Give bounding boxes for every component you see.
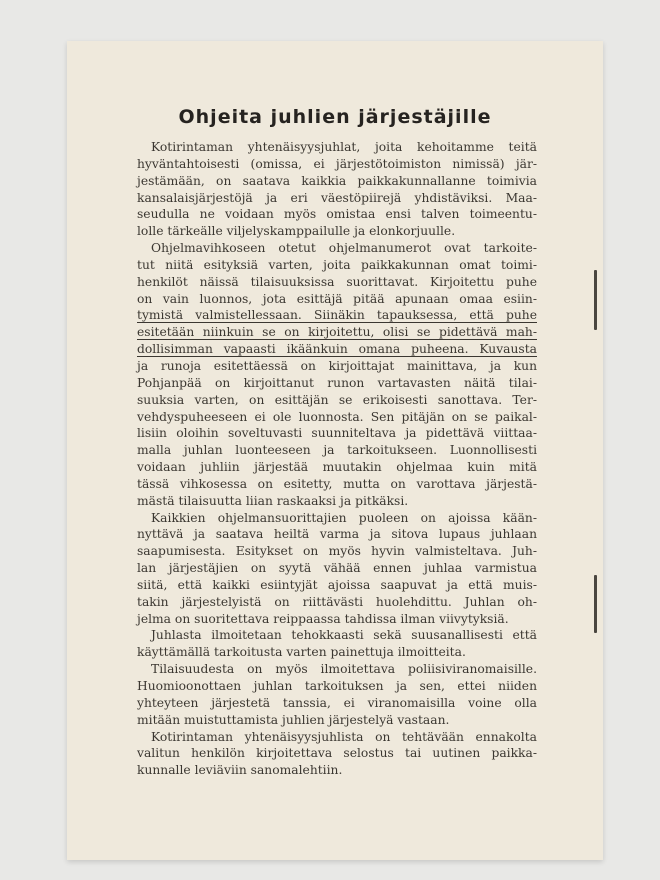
- text-line: on vain luonnos, jota esittäjä pitää apunaan omaa esiin-: [137, 291, 537, 306]
- text-line: käyttämällä tarkoitusta varten painettuja ilmoitteita.: [137, 645, 466, 660]
- paragraph: [137, 240, 537, 510]
- text-line: Tilaisuudesta on myös ilmoitettava poliisiviranomaisille.: [151, 662, 537, 677]
- text-line: Juhlasta ilmoitetaan tehokkaasti sekä suusanallisesti että: [151, 628, 537, 643]
- paragraph: [137, 139, 537, 240]
- text-line: takin järjestelyistä on riittävästi huolehdittu. Juhlan oh-: [137, 594, 537, 609]
- text-line: Huomioonottaen juhlan tarkoituksen ja sen, ettei niiden: [137, 679, 537, 693]
- text-line: valitun henkilön kirjoitettava selostus tai uutinen paikka-: [137, 746, 537, 761]
- text-line: hyväntahtoisesti (omissa, ei järjestötoimiston nimissä) jär-: [137, 156, 537, 171]
- text-line: Kotirintaman yhtenäisyysjuhlista on tehtävään ennakolta: [151, 729, 537, 744]
- paragraph: [137, 627, 537, 661]
- text-line: Kaikkien ohjelmansuorittajien puoleen on ajoissa kään-: [151, 510, 537, 525]
- text-line: kunnalle leviäviin sanomalehtiin.: [137, 763, 343, 778]
- text-line: saapumisesta. Esitykset on myös hyvin valmisteltava. Juh-: [137, 544, 537, 559]
- text-line: lan järjestäjien on syytä vähää ennen juhlaa varmistua: [137, 561, 537, 576]
- text-line: tut niitä esityksiä varten, joita paikkakunnan omat toimi-: [137, 257, 537, 272]
- underlined-text-line: dollisimman vapaasti ikäänkuin omana puheena. Kuvausta: [137, 342, 537, 357]
- text-line: seudulla ne voidaan myös omistaa ensi talven toimeentu-: [137, 207, 537, 222]
- underlined-text-line: esitetään niinkuin se on kirjoitettu, olisi se pidettävä mah-: [137, 325, 537, 340]
- paragraph: [137, 729, 537, 780]
- paragraph: [137, 661, 537, 728]
- text-line: yhteyteen järjestetä tanssia, ei viranomaisilla voine olla: [137, 695, 537, 710]
- text-line: jelma on suoritettava reippaassa tahdissa ilman viivytyksiä.: [137, 611, 509, 626]
- text-line: Kotirintaman yhtenäisyysjuhlat, joita kehoitamme teitä: [151, 140, 537, 154]
- text-line: mästä tilaisuutta liian raskaaksi ja pitkäksi.: [137, 493, 409, 508]
- text-line: vehdyspuheeseen ei ole luonnosta. Sen pitäjän on se paikal-: [137, 409, 537, 424]
- page-title: Ohjeita juhlien järjestäjille: [178, 106, 492, 128]
- text-line: malla juhlan luonteeseen ja tarkoitukseen. Luonnollisesti: [137, 443, 537, 458]
- text-line: suuksia varten, on esittäjän se erikoisesti sanottava. Ter-: [137, 392, 537, 407]
- text-line: Ohjelmavihkoseen otetut ohjelmanumerot ovat tarkoite-: [151, 241, 537, 256]
- binding-staple: [594, 270, 597, 330]
- text-line: jestämään, on saatava kaikkia paikkakunnallanne toimivia: [137, 173, 537, 188]
- text-line: mitään muistuttamista juhlien järjestelyä vastaan.: [137, 712, 450, 727]
- text-line: henkilöt näissä tilaisuuksissa suorittavat. Kirjoitettu puhe: [137, 274, 537, 289]
- binding-staple: [594, 575, 597, 633]
- text-line: lisiin oloihin soveltuvasti suunniteltava ja pidettävä viittaa-: [137, 426, 537, 441]
- text-line: voidaan juhliin järjestää muutakin ohjelmaa kuin mitä: [137, 460, 537, 475]
- text-line: siitä, että kaikki esiintyjät ajoissa saapuvat ja että muis-: [137, 577, 537, 592]
- text-line: nyttävä ja saatava heiltä varma ja sitova lupaus juhlaan: [137, 527, 537, 542]
- underlined-text-line: tymistä valmistellessaan. Siinäkin tapauksessa, että puhe: [137, 308, 537, 323]
- paragraph: [137, 510, 537, 628]
- text-line: kansalaisjärjestöjä ja eri väestöpiirejä yhdistäviksi. Maa-: [137, 190, 537, 205]
- text-line: Pohjanpää on kirjoittanut runon vartavasten näitä tilai-: [137, 375, 537, 390]
- instructions-body: [137, 139, 537, 779]
- text-line: tässä vihkosessa on esitetty, mutta on varottava järjestä-: [137, 476, 537, 491]
- text-line: lolle tärkeälle viljelyskamppailulle ja elonkorjuulle.: [137, 224, 456, 239]
- text-line: ja runoja esitettäessä on kirjoittajat mainittava, ja kun: [137, 358, 537, 373]
